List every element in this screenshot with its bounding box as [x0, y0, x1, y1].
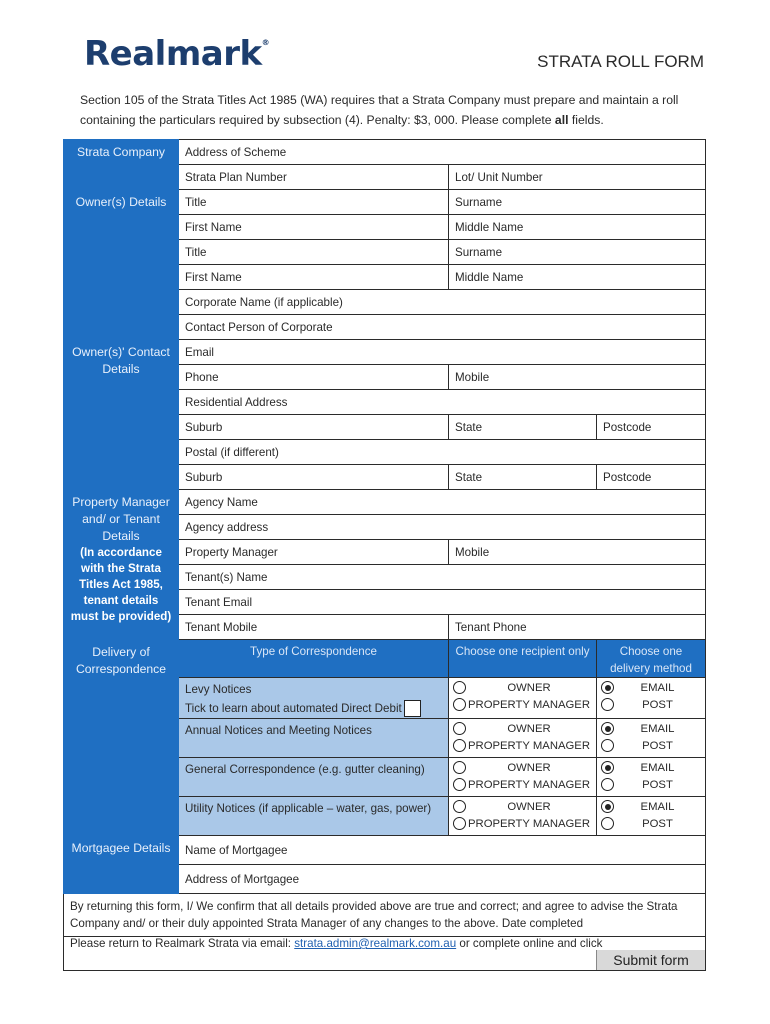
mortgagee-name-field[interactable]: Name of Mortgagee [179, 836, 706, 865]
tenant-mobile-field[interactable]: Tenant Mobile [179, 615, 449, 640]
page-title: STRATA ROLL FORM [537, 52, 704, 71]
declaration-text[interactable]: By returning this form, I/ We confirm that all details provided above are true and correct; and agree to advise the Strata Company and/ or their duly appointed Strata Manager of any changes to the above. Date completed [64, 894, 706, 937]
levy-method-group: EMAIL POST [597, 678, 706, 719]
agency-address-field[interactable]: Agency address [179, 515, 706, 540]
levy-pm-radio[interactable] [453, 698, 466, 711]
postal-state-field[interactable]: State [449, 465, 597, 490]
annual-method-group: EMAIL POST [597, 719, 706, 758]
direct-debit-checkbox[interactable] [404, 700, 421, 717]
annual-recipient-group: OWNER PROPERTY MANAGER [449, 719, 597, 758]
annual-pm-radio[interactable] [453, 739, 466, 752]
section-delivery: Delivery of Correspondence [64, 640, 179, 836]
utility-pm-radio[interactable] [453, 817, 466, 830]
residential-state-field[interactable]: State [449, 415, 597, 440]
tenant-phone-field[interactable]: Tenant Phone [449, 615, 706, 640]
general-pm-radio[interactable] [453, 778, 466, 791]
owner1-surname-field[interactable]: Surname [449, 190, 706, 215]
residential-address-field[interactable]: Residential Address [179, 390, 706, 415]
phone-field[interactable]: Phone [179, 365, 449, 390]
tenant-email-field[interactable]: Tenant Email [179, 590, 706, 615]
utility-email-radio[interactable] [601, 800, 614, 813]
section-mortgagee: Mortgagee Details [64, 836, 179, 894]
tenant-name-field[interactable]: Tenant(s) Name [179, 565, 706, 590]
levy-recipient-group: OWNER PROPERTY MANAGER [449, 678, 597, 719]
tenant-note: (In accordance with the Strata Titles Act 1985, tenant details must be provided) [70, 546, 172, 623]
realmark-logo: Realmark® [84, 34, 270, 74]
utility-recipient-group: OWNER PROPERTY MANAGER [449, 797, 597, 836]
mortgagee-address-field[interactable]: Address of Mortgagee [179, 865, 706, 894]
postal-postcode-field[interactable]: Postcode [597, 465, 706, 490]
pm-mobile-field[interactable]: Mobile [449, 540, 706, 565]
levy-owner-radio[interactable] [453, 681, 466, 694]
annual-owner-radio[interactable] [453, 722, 466, 735]
general-owner-radio[interactable] [453, 761, 466, 774]
levy-post-radio[interactable] [601, 698, 614, 711]
general-correspondence-cell: General Correspondence (e.g. gutter cleaning) [179, 758, 449, 797]
annual-notices-cell: Annual Notices and Meeting Notices [179, 719, 449, 758]
address-scheme-field[interactable]: Address of Scheme [179, 140, 706, 165]
owner2-first-name-field[interactable]: First Name [179, 265, 449, 290]
email-field[interactable]: Email [179, 340, 706, 365]
levy-notices-cell: Levy Notices Tick to learn about automated Direct Debit [179, 678, 449, 719]
annual-post-radio[interactable] [601, 739, 614, 752]
owner1-title-field[interactable]: Title [179, 190, 449, 215]
general-recipient-group: OWNER PROPERTY MANAGER [449, 758, 597, 797]
strata-plan-field[interactable]: Strata Plan Number [179, 165, 449, 190]
strata-roll-form [63, 139, 706, 971]
utility-method-group: EMAIL POST [597, 797, 706, 836]
corporate-name-field[interactable]: Corporate Name (if applicable) [179, 290, 706, 315]
email-link[interactable]: strata.admin@realmark.com.au [294, 937, 457, 950]
col-method-header: Choose one delivery method [597, 640, 706, 678]
owner2-middle-name-field[interactable]: Middle Name [449, 265, 706, 290]
general-email-radio[interactable] [601, 761, 614, 774]
residential-postcode-field[interactable]: Postcode [597, 415, 706, 440]
intro-text: Section 105 of the Strata Titles Act 1985 (WA) requires that a Strata Company must prepare and maintain a roll containing the particulars required by subsection (4). Penalty: $3, 000. Please complete all fields. [80, 93, 679, 127]
submit-form-button[interactable]: Submit form [596, 950, 705, 970]
general-post-radio[interactable] [601, 778, 614, 791]
section-owners: Owner(s) Details [64, 190, 179, 340]
residential-suburb-field[interactable]: Suburb [179, 415, 449, 440]
general-method-group: EMAIL POST [597, 758, 706, 797]
section-strata-company: Strata Company [64, 140, 179, 190]
agency-name-field[interactable]: Agency Name [179, 490, 706, 515]
utility-notices-cell: Utility Notices (if applicable – water, gas, power) [179, 797, 449, 836]
owner1-middle-name-field[interactable]: Middle Name [449, 215, 706, 240]
section-contact: Owner(s)' Contact Details [64, 340, 179, 490]
property-manager-field[interactable]: Property Manager [179, 540, 449, 565]
owner2-title-field[interactable]: Title [179, 240, 449, 265]
levy-email-radio[interactable] [601, 681, 614, 694]
utility-owner-radio[interactable] [453, 800, 466, 813]
col-recipient-header: Choose one recipient only [449, 640, 597, 678]
col-type-header: Type of Correspondence [179, 640, 449, 678]
section-property-manager: Property Manager and/ or Tenant Details (In accordance with the Strata Titles Act 1985, tenant details must be provided) [64, 490, 179, 640]
owner1-first-name-field[interactable]: First Name [179, 215, 449, 240]
postal-address-field[interactable]: Postal (if different) [179, 440, 706, 465]
return-instructions: Please return to Realmark Strata via email: strata.admin@realmark.com.au or complete online and click Submit form [64, 937, 706, 971]
mobile-field[interactable]: Mobile [449, 365, 706, 390]
utility-post-radio[interactable] [601, 817, 614, 830]
owner2-surname-field[interactable]: Surname [449, 240, 706, 265]
postal-suburb-field[interactable]: Suburb [179, 465, 449, 490]
contact-person-field[interactable]: Contact Person of Corporate [179, 315, 706, 340]
annual-email-radio[interactable] [601, 722, 614, 735]
lot-unit-field[interactable]: Lot/ Unit Number [449, 165, 706, 190]
